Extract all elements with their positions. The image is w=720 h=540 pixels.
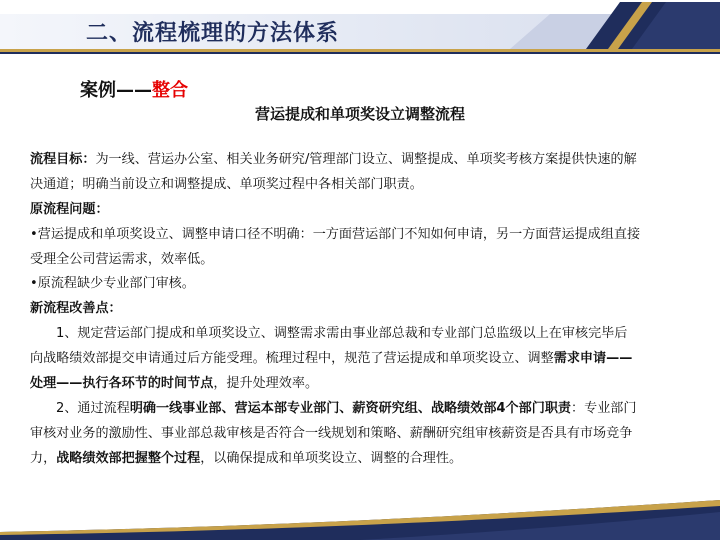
improve-1-text-2: 向战略绩效部提交申请通过后方能受理。梳理过程中，规范了营运提成和单项奖设立、调整 [30, 351, 554, 367]
improve-1-bold-2: 需求申请—— [553, 351, 633, 367]
problem-2: •原流程缺少专业部门审核。 [30, 276, 195, 292]
improve-1-line-2 [30, 347, 690, 372]
improve-2-line-2: 审核对业务的激励性、事业部总裁审核是否符合一线规划和策略、薪酬研究组审核薪资是否具有市场竞争 [30, 425, 633, 441]
improve-2-end-1: ：专业部门 [571, 400, 637, 416]
case-prefix: 案例—— [80, 80, 152, 101]
footer-wave-decoration [0, 498, 720, 540]
slide-body [30, 148, 690, 472]
goal-line-1 [30, 148, 690, 173]
case-title [80, 76, 188, 102]
problem-label: 原流程问题： [30, 201, 109, 217]
case-accent: 整合 [152, 80, 188, 101]
improve-2-bold-1: 明确一线事业部、营运本部专业部门、薪资研究组、战略绩效部4个部门职责 [129, 400, 572, 416]
improve-1-line-1: 1、规定营运部门提成和单项奖设立、调整需求需由事业部总裁和专业部门总监级以上在审核完毕后 [56, 326, 628, 342]
improve-2-end-3: ，以确保提成和单项奖设立、调整的合理性。 [200, 450, 463, 466]
header-decoration [490, 0, 720, 56]
improve-label: 新流程改善点： [30, 301, 122, 317]
header-navy-rule [0, 52, 720, 54]
improve-2-text-3: 力， [30, 450, 57, 466]
improve-1-bold-3: 处理——执行各环节的时间节点 [30, 376, 214, 392]
improve-2-line-3 [30, 447, 690, 472]
goal-text-1: 为一线、营运办公室、相关业务研究/管理部门设立、调整提成、单项奖考核方案提供快速的解 [95, 152, 637, 167]
improve-2-bold-3: 战略绩效部把握整个过程 [56, 450, 201, 466]
problem-1-line-2: 受理全公司营运需求，效率低。 [30, 251, 214, 267]
improve-1-text-3: ，提升处理效率。 [213, 376, 319, 392]
slide-header [0, 0, 720, 56]
section-title: 二、流程梳理的方法体系 [86, 21, 340, 46]
flow-title: 营运提成和单项奖设立调整流程 [254, 105, 465, 123]
problem-1-line-1: •营运提成和单项奖设立、调整申请口径不明确：一方面营运部门不知如何申请，另一方面营运提成组直接 [30, 226, 641, 242]
goal-label: 流程目标： [30, 152, 96, 167]
goal-line-2: 决通道；明确当前设立和调整提成、单项奖过程中各相关部门职责。 [30, 176, 423, 192]
improve-2-text-1: 2、通过流程 [56, 400, 130, 416]
improve-2-line-1 [30, 397, 690, 422]
improve-1-line-3 [30, 372, 690, 397]
